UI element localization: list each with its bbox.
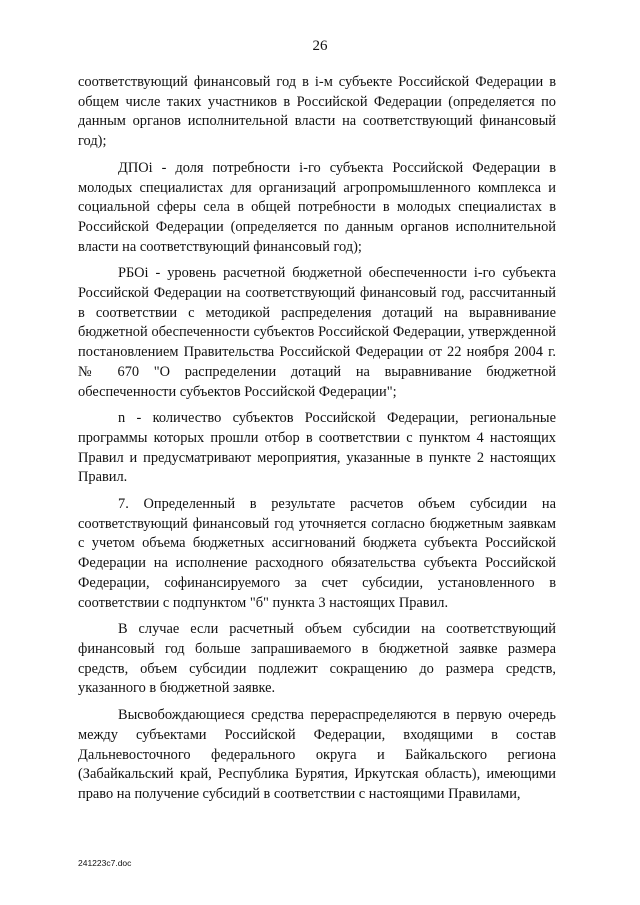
page-number: 26 [312, 38, 328, 54]
paragraph-subsidy-reduction: В случае если расчетный объем субсидии на соответствующий финансовый год больше запрашиваемого в бюджетной заявке размера средств, объем субсидии подлежит сокращению до размера средств, указанного в бюджетной заявке. [78, 621, 556, 697]
paragraph-n-definition: n - количество субъектов Российской Федерации, региональные программы которых прошли отбор в соответствии с пунктом 4 настоящих Правил и предусматривают мероприятия, указанные в пункте 2 настоящих Правил. [78, 410, 556, 486]
paragraph-dpo-definition: ДПОi - доля потребности i-го субъекта Российской Федерации в молодых специалистах для организаций агропромышленного комплекса и социальной сферы села в общей потребности в молодых специалистах в Российской Федерации (определяется по данным органов исполнительной власти на соответствующий финансовый год); [78, 159, 556, 255]
file-name-footer: 241223c7.doc [78, 858, 132, 868]
paragraph-rbo-definition: РБОi - уровень расчетной бюджетной обеспеченности i-го субъекта Российской Федерации на соответствующий финансовый год, рассчитанный в соответствии с методикой распределения дотаций на выравнивание бюджетной обеспеченности субъектов Российской Федерации, утвержденной постановлением Правительства Российской Федерации от 22 ноября 2004 г. № 670 "О распределении дотаций на выравнивание бюджетной обеспеченности субъектов Российской Федерации"; [78, 265, 556, 400]
paragraph-funds-redistribution: Высвобождающиеся средства перераспределяются в первую очередь между субъектами Российской Федерации, входящими в состав Дальневосточного федерального округа и Байкальского региона (Забайкальский край, Республика Бурятия, Иркутская область), имеющими право на получение субсидий в соответствии с настоящими Правилами, [78, 707, 556, 802]
paragraph-participants-share: соответствующий финансовый год в i-м субъекте Российской Федерации в общем числе таких участников в Российской Федерации (определяется по данным органов исполнительной власти на соответствующий финансовый год); [78, 74, 556, 150]
paragraph-clause-7: 7. Определенный в результате расчетов объем субсидии на соответствующий финансовый год уточняется согласно бюджетным заявкам с учетом объема бюджетных ассигнований бюджета субъекта Российской Федерации на исполнение расходного обязательства субъекта Российской Федерации, софинансируемого за счет субсидии, установленного в соответствии с подпунктом "б" пункта 3 настоящих Правил. [78, 496, 556, 611]
document-body [78, 73, 556, 812]
